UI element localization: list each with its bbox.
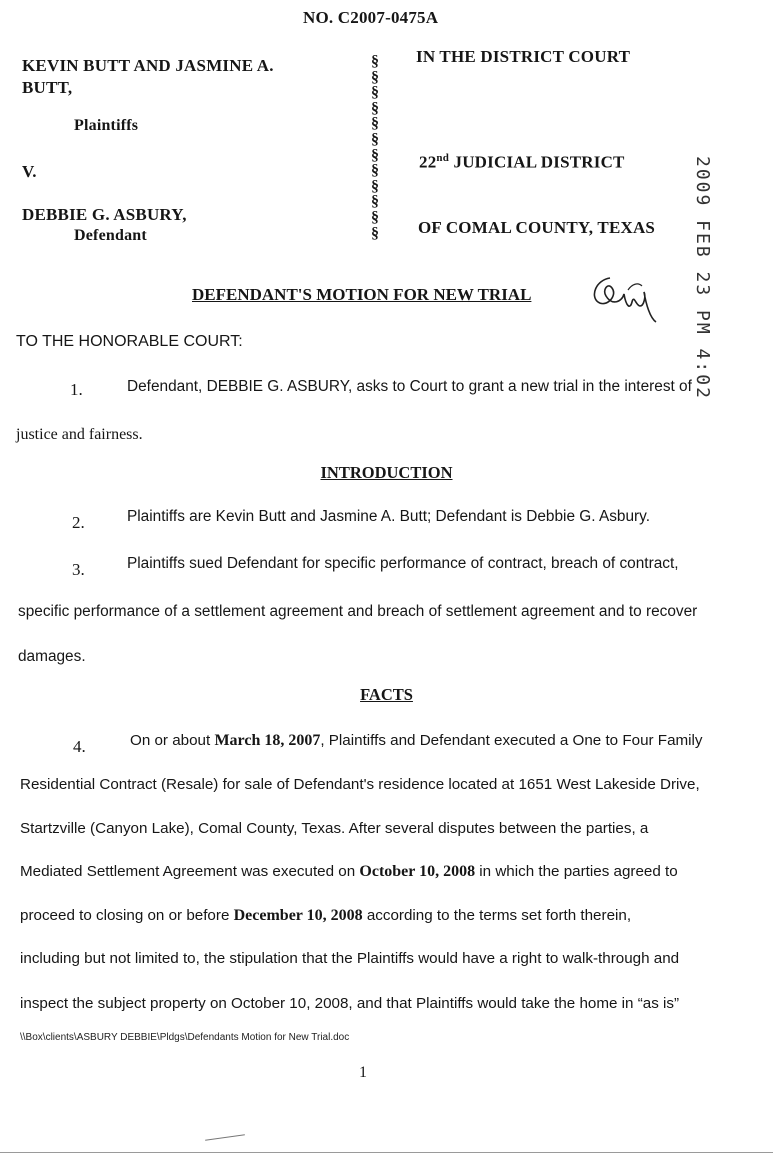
section-mark: § [371, 84, 379, 102]
defendant-name: DEBBIE G. ASBURY, [22, 205, 187, 224]
p4-line3: Startzville (Canyon Lake), Comal County, Texas. After several disputes between the parties, a [20, 820, 649, 837]
p2-number: 2. [72, 513, 85, 532]
versus-label: V. [22, 162, 37, 181]
p1-line1: Defendant, DEBBIE G. ASBURY, asks to Court to grant a new trial in the interest of [127, 378, 692, 395]
p1-number: 1. [70, 380, 83, 399]
p4-line7: inspect the subject property on October 10, 2008, and that Plaintiffs would take the home in “as is” [20, 995, 680, 1012]
clerk-signature-icon [588, 266, 668, 336]
p4-date-contract: March 18, 2007 [214, 732, 321, 749]
p3-line1: Plaintiffs sued Defendant for specific performance of contract, breach of contract, [127, 555, 679, 572]
p3-line3: damages. [18, 648, 86, 665]
section-mark: § [371, 208, 379, 226]
section-mark: § [371, 130, 379, 148]
p4-line4 [20, 863, 678, 881]
p4-line5-text: proceed to closing on or before [20, 907, 234, 924]
p3-line2: specific performance of a settlement agreement and breach of settlement agreement and to recover [18, 603, 698, 620]
p2-line1: Plaintiffs are Kevin Butt and Jasmine A. Butt; Defendant is Debbie G. Asbury. [127, 508, 650, 525]
scan-mark [205, 1134, 245, 1141]
plaintiffs-names-line2: BUTT, [22, 78, 73, 97]
footer-file-path: \\Box\clients\ASBURY DEBBIE\Pldgs\Defendants Motion for New Trial.doc [20, 1032, 350, 1043]
scan-edge-line [0, 1152, 773, 1153]
district-text: JUDICIAL DISTRICT [449, 152, 625, 172]
p4-line4-rest: in which the parties agreed to [475, 863, 678, 880]
page-number: 1 [359, 1064, 367, 1081]
p4-line2: Residential Contract (Resale) for sale of Defendant's residence located at 1651 West Lakeside Drive, [20, 776, 700, 793]
p1-line2: justice and fairness. [16, 426, 143, 443]
district-ordinal: nd [436, 152, 450, 164]
section-mark: § [371, 177, 379, 195]
p4-number: 4. [73, 737, 86, 756]
section-mark: § [371, 146, 379, 164]
section-mark: § [371, 115, 379, 133]
plaintiffs-role: Plaintiffs [74, 117, 139, 134]
case-number: NO. C2007-0475A [303, 8, 439, 27]
section-mark: § [371, 162, 379, 180]
p4-line5-rest: according to the terms set forth therein, [362, 907, 632, 924]
p4-line1-text: On or about [130, 732, 215, 749]
section-mark: § [371, 68, 379, 86]
introduction-heading [0, 463, 773, 483]
p4-line1-rest: , Plaintiffs and Defendant executed a One to Four Family [320, 732, 703, 749]
p4-date-settlement: October 10, 2008 [359, 863, 476, 880]
plaintiffs-names-line1: KEVIN BUTT AND JASMINE A. [22, 56, 274, 75]
facts-heading-text: FACTS [360, 685, 413, 704]
section-mark: § [371, 224, 379, 242]
p4-line5 [20, 907, 631, 925]
p4-line1 [130, 732, 703, 750]
salutation: TO THE HONORABLE COURT: [16, 333, 243, 350]
section-marks-column [371, 54, 391, 241]
p3-number: 3. [72, 560, 85, 579]
motion-title [192, 285, 531, 305]
court-line1: IN THE DISTRICT COURT [416, 47, 631, 66]
district-number: 22 [419, 152, 437, 172]
facts-heading [0, 685, 773, 705]
court-line2 [419, 152, 625, 173]
filing-stamp: 2009 FEB 23 PM 4:02 [692, 156, 713, 400]
section-mark: § [371, 99, 379, 117]
section-mark: § [371, 53, 379, 70]
introduction-heading-text: INTRODUCTION [320, 463, 453, 482]
p4-date-closing: December 10, 2008 [233, 907, 363, 924]
defendant-role: Defendant [74, 227, 147, 244]
p4-line6: including but not limited to, the stipulation that the Plaintiffs would have a right to walk-through and [20, 950, 680, 967]
court-line3: OF COMAL COUNTY, TEXAS [418, 218, 656, 237]
p4-line4-text: Mediated Settlement Agreement was executed on [20, 863, 360, 880]
section-mark: § [371, 193, 379, 211]
motion-title-text: DEFENDANT'S MOTION FOR NEW TRIAL [192, 285, 532, 304]
